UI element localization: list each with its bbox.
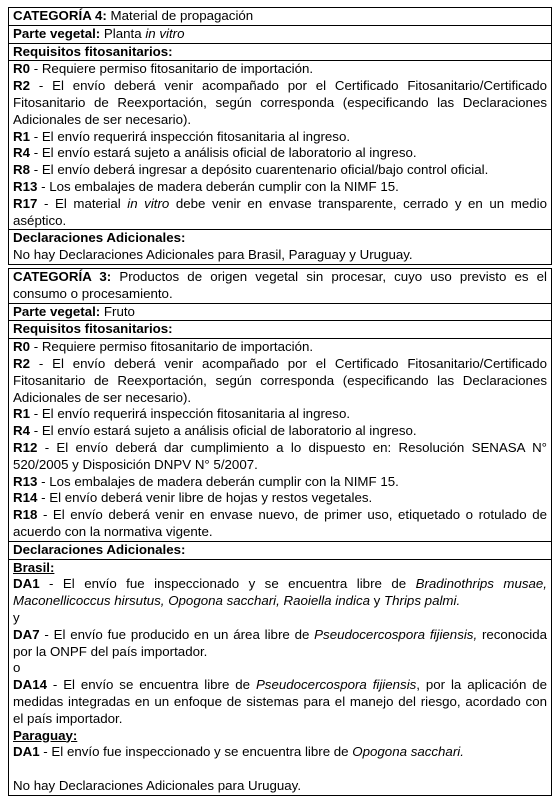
requirement-code: R1 bbox=[13, 406, 30, 422]
requirement-text: - El envío estará sujeto a análisis oficial de laboratorio al ingreso. bbox=[30, 423, 417, 439]
species-name: Bradinothrips musae, Maconellicoccus hirsutus, Opogona sacchari, Raoiella indica bbox=[13, 576, 547, 609]
requirement-code: R4 bbox=[13, 423, 30, 439]
cat3-requirements-title: Requisitos fitosanitarios: bbox=[13, 321, 173, 337]
requirement-code: R13 bbox=[13, 178, 38, 194]
da-code: DA1 bbox=[13, 744, 40, 760]
category-4-table bbox=[8, 7, 552, 265]
requirement-text: - El material bbox=[37, 195, 128, 211]
conjunction-y: y bbox=[13, 609, 20, 625]
requirement-item bbox=[13, 162, 547, 179]
requirement-item bbox=[13, 129, 547, 146]
requirement-text: - El envío deberá venir acompañado por el Certificado Fitosanitario/Certificado Fitosanitario de Reexportación, según corresponda (especificando las Declaraciones Adicionales de ser necesario). bbox=[13, 355, 547, 405]
species-name: Pseudocercospora fijiensis bbox=[255, 677, 417, 693]
requirement-text: - El envío deberá ingresar a depósito cuarentenario oficial/bajo control oficial. bbox=[30, 162, 489, 178]
spacer bbox=[13, 761, 547, 778]
cat3-additional-declarations-row bbox=[9, 560, 551, 795]
requirement-item bbox=[13, 406, 547, 423]
cat3-part-label: Parte vegetal: bbox=[13, 303, 101, 319]
cat3-header-label: CATEGORÍA 3: bbox=[13, 269, 112, 284]
cat4-da-text: No hay Declaraciones Adicionales para Brasil, Paraguay y Uruguay. bbox=[13, 247, 413, 263]
requirement-text: - Los embalajes de madera deberán cumplir con la NIMF 15. bbox=[37, 178, 399, 194]
cat4-part-text: Planta bbox=[100, 25, 146, 41]
requirement-code: R1 bbox=[13, 128, 30, 144]
cat3-da-title: Declaraciones Adicionales: bbox=[13, 541, 186, 557]
requirement-code: R17 bbox=[13, 195, 38, 211]
da7-brasil bbox=[13, 627, 547, 661]
da-text: y bbox=[369, 593, 385, 609]
cat3-da-title-row bbox=[9, 542, 551, 560]
requirement-item bbox=[13, 179, 547, 196]
cat4-requirements-title: Requisitos fitosanitarios: bbox=[13, 43, 173, 59]
requirement-item bbox=[13, 61, 547, 78]
da-text: , por la aplicación de medidas integradas en un enfoque de sistemas para el manejo del riesgo, acordado con el país importador. bbox=[13, 677, 548, 726]
requirement-code: R18 bbox=[13, 507, 38, 523]
da-code: DA14 bbox=[13, 677, 47, 693]
requirement-item bbox=[13, 490, 547, 507]
requirement-text: - El envío requerirá inspección fitosanitaria al ingreso. bbox=[30, 406, 351, 422]
requirement-code: R2 bbox=[13, 78, 30, 94]
requirement-code: R0 bbox=[13, 339, 30, 355]
requirement-code: R13 bbox=[13, 473, 38, 489]
requirement-item bbox=[13, 507, 547, 541]
da-text: - El envío fue inspeccionado y se encuentra libre de bbox=[39, 744, 353, 760]
requirement-item bbox=[13, 339, 547, 356]
requirement-item bbox=[13, 145, 547, 162]
cat4-part-row bbox=[9, 26, 551, 44]
requirement-text: - Requiere permiso fitosanitario de importación. bbox=[30, 339, 314, 355]
da-code: DA7 bbox=[13, 626, 40, 642]
da-code: DA1 bbox=[13, 576, 40, 592]
cat4-header-text: Material de propagación bbox=[106, 8, 254, 23]
da-text: - El envío fue producido en un área libre de bbox=[39, 626, 315, 642]
conjunction-o: o bbox=[13, 660, 21, 676]
requirement-text: - El envío deberá dar cumplimiento a lo dispuesto en: Resolución SENASA N° 520/2005 y Disposición DNPV N° 5/2007. bbox=[13, 439, 547, 472]
cat4-part-italic: in vitro bbox=[145, 25, 185, 41]
requirement-item bbox=[13, 440, 547, 474]
requirement-item bbox=[13, 474, 547, 491]
requirement-text: - El envío deberá venir libre de hojas y restos vegetales. bbox=[37, 490, 373, 506]
cat3-part-text: Fruto bbox=[100, 303, 135, 319]
cat3-header-text: Productos de origen vegetal sin procesar, cuyo uso previsto es el consumo o procesamiento. bbox=[13, 269, 547, 301]
da-text: reconocida por la ONPF del país importador. bbox=[13, 626, 547, 659]
uruguay-text: No hay Declaraciones Adicionales para Uruguay. bbox=[13, 777, 302, 793]
requirement-text: - Los embalajes de madera deberán cumplir con la NIMF 15. bbox=[37, 473, 399, 489]
requirement-code: R12 bbox=[13, 439, 38, 455]
category-3-table bbox=[8, 268, 552, 796]
cat4-requirements-row bbox=[9, 61, 551, 230]
requirement-code: R0 bbox=[13, 61, 30, 77]
requirement-text: debe venir en envase transparente, cerrado y en un medio aséptico. bbox=[13, 195, 547, 228]
requirement-item bbox=[13, 423, 547, 440]
species-name: Pseudocercospora fijiensis, bbox=[314, 626, 478, 642]
cat4-da-title: Declaraciones Adicionales: bbox=[13, 230, 186, 246]
requirement-text: - El envío deberá venir en envase nuevo, de primer uso, etiquetado o rotulado de acuerdo con la normativa vigente. bbox=[13, 507, 547, 539]
da-text: - El envío se encuentra libre de bbox=[47, 677, 256, 693]
cat4-additional-declarations-row bbox=[9, 230, 551, 264]
brasil-label: Brasil: bbox=[13, 559, 55, 575]
da1-brasil bbox=[13, 576, 547, 610]
requirement-text: - El envío deberá venir acompañado por el Certificado Fitosanitario/Certificado Fitosanitario de Reexportación, según corresponda (especificando las Declaraciones Adicionales de ser necesario). bbox=[13, 78, 547, 127]
requirement-item bbox=[13, 78, 547, 128]
requirement-code: R8 bbox=[13, 162, 30, 178]
da-text: - El envío fue inspeccionado y se encuentra libre de bbox=[39, 576, 416, 592]
requirement-code: R4 bbox=[13, 145, 30, 161]
requirement-code: R2 bbox=[13, 355, 30, 371]
requirement-text: - Requiere permiso fitosanitario de importación. bbox=[30, 61, 314, 77]
requirement-code: R14 bbox=[13, 490, 38, 506]
species-name: Thrips palmi. bbox=[384, 593, 461, 609]
cat4-header-label: CATEGORÍA 4: bbox=[13, 8, 107, 23]
da14-brasil bbox=[13, 677, 547, 727]
cat4-header-row bbox=[9, 8, 551, 26]
cat3-requirements-title-row bbox=[9, 321, 551, 339]
da1-paraguay bbox=[13, 744, 547, 761]
requirement-item bbox=[13, 356, 547, 406]
species-name: Opogona sacchari. bbox=[352, 744, 464, 760]
requirement-text: - El envío requerirá inspección fitosanitaria al ingreso. bbox=[30, 128, 351, 144]
cat4-part-label: Parte vegetal: bbox=[13, 25, 101, 41]
cat3-header-row bbox=[9, 269, 551, 304]
requirement-item bbox=[13, 196, 547, 230]
paraguay-label: Paraguay: bbox=[13, 727, 78, 743]
cat4-requirements-title-row bbox=[9, 44, 551, 62]
requirement-italic: in vitro bbox=[127, 195, 170, 211]
cat3-part-row bbox=[9, 304, 551, 322]
cat3-requirements-row bbox=[9, 339, 551, 542]
requirement-text: - El envío estará sujeto a análisis oficial de laboratorio al ingreso. bbox=[30, 145, 417, 161]
